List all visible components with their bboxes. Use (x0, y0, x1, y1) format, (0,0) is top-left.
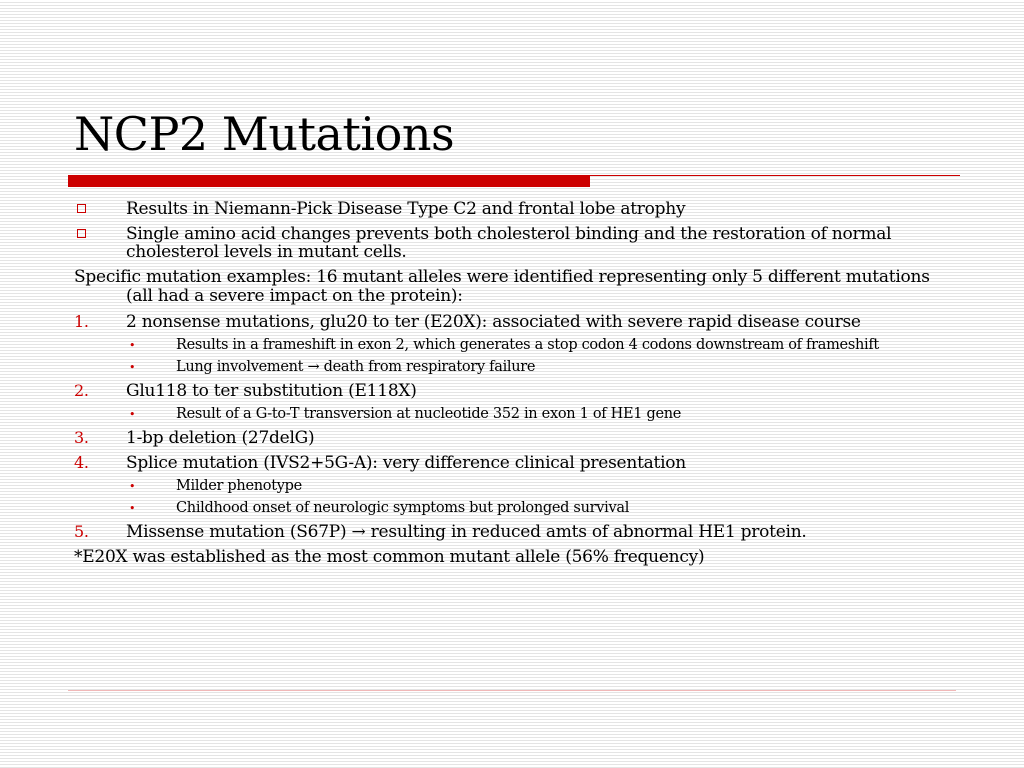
item-text: Glu118 to ter substitution (E118X) (126, 381, 417, 401)
bullet-item (74, 200, 954, 218)
sub-bullet-text: Lung involvement → death from respiratory failure (176, 359, 536, 375)
sub-bullet-item (74, 338, 954, 353)
body-paragraph (74, 268, 954, 306)
round-bullet-icon: • (129, 339, 136, 352)
slide-body (74, 200, 954, 574)
sub-bullet-item (74, 407, 954, 422)
footnote-text: *E20X was established as the most common mutant allele (56% frequency) (74, 547, 705, 567)
item-text: Missense mutation (S67P) → resulting in reduced amts of abnormal HE1 protein. (126, 522, 807, 542)
title-underline (590, 175, 960, 176)
hollow-square-bullet-icon (77, 229, 86, 238)
item-text: 1-bp deletion (27delG) (126, 428, 315, 448)
sub-bullet-text: Childhood onset of neurologic symptoms but prolonged survival (176, 500, 630, 516)
footnote (74, 548, 954, 567)
item-number: 1. (74, 312, 89, 331)
item-text: 2 nonsense mutations, glu20 to ter (E20X): associated with severe rapid disease course (126, 312, 861, 332)
sub-bullet-text: Results in a frameshift in exon 2, which generates a stop codon 4 codons downstream of frameshift (176, 337, 879, 353)
hollow-square-bullet-icon (77, 204, 86, 213)
numbered-item (74, 454, 954, 472)
round-bullet-icon: • (129, 361, 136, 374)
item-number: 2. (74, 381, 89, 400)
sub-bullet-item (74, 479, 954, 494)
item-number: 3. (74, 428, 89, 447)
sub-bullet-item (74, 360, 954, 375)
numbered-item (74, 313, 954, 331)
bullet-text: Single amino acid changes prevents both cholesterol binding and the restoration of normal cholesterol levels in mutant cells. (126, 224, 892, 262)
title-accent-bar (68, 175, 590, 187)
sub-bullet-text: Result of a G-to-T transversion at nucleotide 352 in exon 1 of HE1 gene (176, 406, 682, 422)
item-text: Splice mutation (IVS2+5G-A): very difference clinical presentation (126, 453, 686, 473)
sub-bullet-text: Milder phenotype (176, 478, 302, 494)
bullet-text: Results in Niemann-Pick Disease Type C2 and frontal lobe atrophy (126, 199, 686, 219)
item-number: 5. (74, 522, 89, 541)
footer-divider (68, 690, 956, 691)
sub-bullet-item (74, 501, 954, 516)
item-number: 4. (74, 453, 89, 472)
numbered-item (74, 523, 954, 541)
numbered-item (74, 382, 954, 400)
numbered-item (74, 429, 954, 447)
round-bullet-icon: • (129, 408, 136, 421)
paragraph-text: Specific mutation examples: 16 mutant alleles were identified representing only 5 different mutations (all had a severe impact on the protein): (74, 267, 930, 306)
slide-title: NCP2 Mutations (74, 107, 455, 161)
round-bullet-icon: • (129, 480, 136, 493)
bullet-item (74, 225, 954, 261)
round-bullet-icon: • (129, 502, 136, 515)
